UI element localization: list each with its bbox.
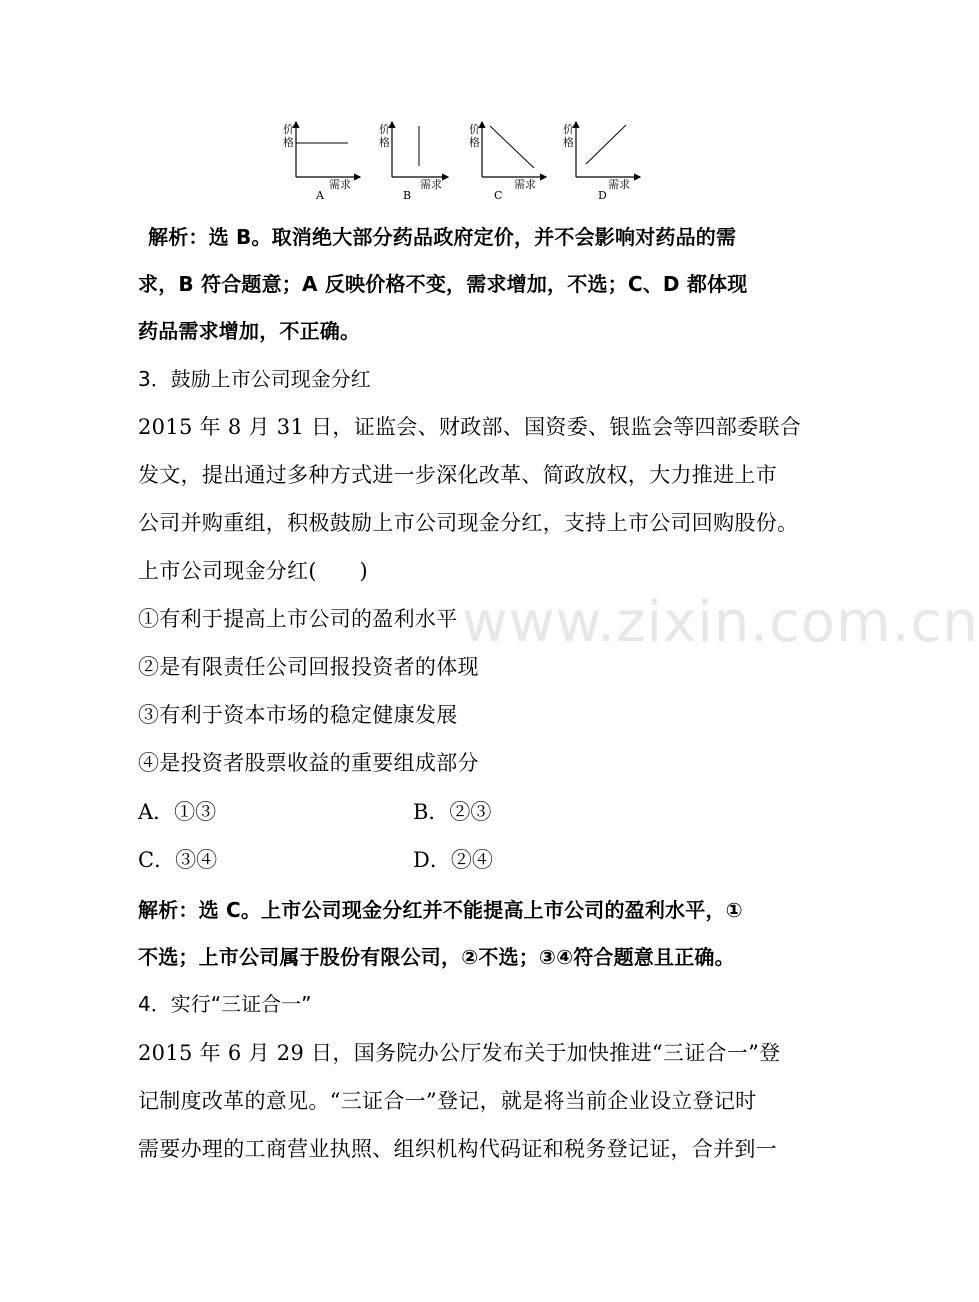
question-3-stem: 上市公司现金分红( ) [138, 559, 368, 583]
option-a: A．①③ [138, 800, 217, 824]
question-3-body-line-1: 2015 年 8 月 31 日，证监会、财政部、国资委、银监会等四部委联合 [138, 415, 801, 439]
option-b: B．②③ [413, 800, 492, 824]
graph-d-curve [586, 125, 626, 164]
analysis-2-line-1: 解析：选 B。取消绝大部分药品政府定价，并不会影响对药品的需 [148, 225, 737, 249]
analysis-3-line-1: 解析：选 C。上市公司现金分红并不能提高上市公司的盈利水平，① [138, 898, 743, 922]
question-3-body-line-3: 公司并购重组，积极鼓励上市公司现金分红，支持上市公司回购股份。 [138, 511, 799, 535]
graph-c [469, 122, 546, 202]
graph-b-xlabel: 需求 [420, 178, 442, 191]
statement-3: ③有利于资本市场的稳定健康发展 [138, 703, 458, 727]
graph-d-letter: D [598, 189, 607, 202]
question-4-title: 4．实行“三证合一” [138, 992, 312, 1016]
graph-c-curve [490, 126, 534, 168]
graph-d [563, 122, 640, 202]
analysis-3-line-2: 不选；上市公司属于股份有限公司，②不选；③④符合题意且正确。 [138, 945, 735, 969]
graph-c-letter: C [494, 189, 503, 202]
graph-b-letter: B [403, 189, 412, 202]
graph-a-ylabel-2: 格 [283, 136, 294, 149]
graph-a [283, 122, 360, 202]
question-3-body-line-2: 发文，提出通过多种方式进一步深化改革、简政放权，大力推进上市 [138, 463, 777, 487]
graph-a-xlabel: 需求 [329, 178, 351, 191]
graph-c-ylabel-1: 价 [469, 123, 480, 136]
graph-d-xlabel: 需求 [608, 178, 630, 191]
price-demand-graphs [0, 112, 920, 207]
analysis-2-line-2: 求，B 符合题意；A 反映价格不变，需求增加，不选；C、D 都体现 [138, 272, 748, 296]
graph-c-ylabel-2: 格 [469, 136, 480, 149]
analysis-2-line-3: 药品需求增加，不正确。 [138, 319, 361, 343]
graph-d-ylabel-1: 价 [563, 123, 574, 136]
option-d: D．②④ [413, 848, 493, 872]
question-4-body-line-3: 需要办理的工商营业执照、组织机构代码证和税务登记证，合并到一 [138, 1137, 777, 1161]
graph-c-xlabel: 需求 [514, 178, 536, 191]
option-c: C．③④ [138, 848, 218, 872]
graph-b-ylabel-1: 价 [379, 123, 390, 136]
graph-b-ylabel-2: 格 [379, 136, 390, 149]
watermark: www.zixin.com.cn [462, 590, 979, 655]
question-4-body-line-1: 2015 年 6 月 29 日，国务院办公厅发布关于加快推进“三证合一”登 [138, 1041, 781, 1065]
question-3-title: 3．鼓励上市公司现金分红 [138, 367, 371, 391]
graph-a-letter: A [316, 189, 324, 202]
graph-b [379, 122, 448, 202]
graph-a-ylabel-1: 价 [283, 123, 294, 136]
statement-4: ④是投资者股票收益的重要组成部分 [138, 751, 479, 775]
statement-2: ②是有限责任公司回报投资者的体现 [138, 655, 479, 679]
question-4-body-line-2: 记制度改革的意见。“三证合一”登记，就是将当前企业设立登记时 [138, 1089, 757, 1113]
graph-d-ylabel-2: 格 [563, 136, 574, 149]
statement-1: ①有利于提高上市公司的盈利水平 [138, 607, 458, 631]
